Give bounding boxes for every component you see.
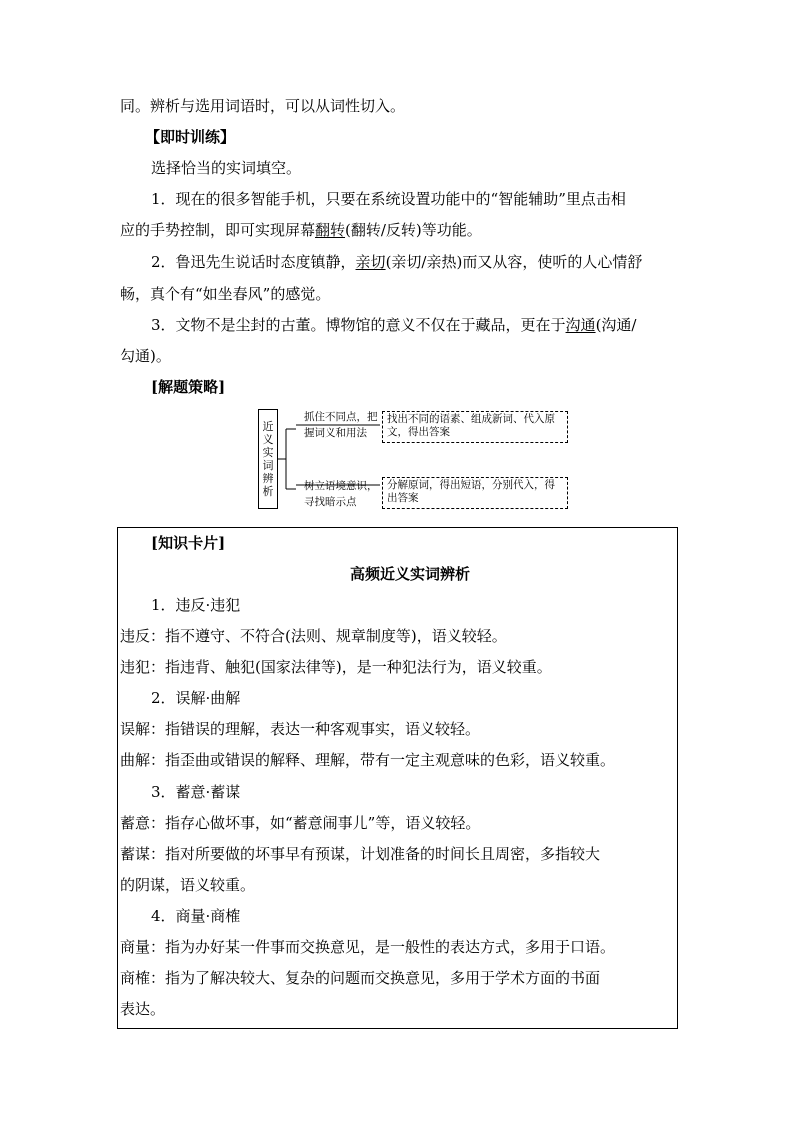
question-1-line-2 bbox=[120, 220, 482, 240]
card-line: 表达。 bbox=[120, 1000, 166, 1018]
question-2-line-1 bbox=[151, 252, 642, 272]
question-3-line-1 bbox=[151, 315, 636, 335]
paragraph-line: 同。辨析与选用词语时，可以从词性切入。 bbox=[120, 97, 406, 115]
card-line: 误解：指错误的理解，表达一种客观事实，语义较轻。 bbox=[120, 720, 481, 738]
q2-text-pre: 2．鲁迅先生说话时态度镇静， bbox=[151, 253, 356, 271]
branch-1-text-1: 抓住不同点，把 bbox=[304, 411, 378, 423]
card-label: [知识卡片] bbox=[151, 534, 226, 552]
question-3-line-2: 勾通)。 bbox=[120, 347, 171, 365]
q3-answer: 沟通 bbox=[565, 316, 596, 334]
question-1-line-1: 1．现在的很多智能手机，只要在系统设置功能中的“智能辅助”里点击相 bbox=[151, 190, 626, 208]
instruction: 选择恰当的实词填空。 bbox=[151, 159, 302, 177]
q3-text-pre: 3．文物不是尘封的古董。博物馆的意义不仅在于藏品，更在于 bbox=[151, 316, 566, 334]
card-line: 1．违反·违犯 bbox=[151, 596, 241, 614]
card-line: 商榷：指为了解决较大、复杂的问题而交换意见，多用于学术方面的书面 bbox=[120, 969, 601, 987]
branch-2-box: 分解原词，得出短语，分别代入，得出答案 bbox=[382, 477, 568, 509]
card-line: 3．蓄意·蓄谋 bbox=[151, 783, 241, 801]
branch-2-text-1: 树立语境意识， bbox=[304, 480, 378, 492]
branch-2-text-2: 寻找暗示点 bbox=[304, 496, 357, 508]
card-line: 蓄谋：指对所要做的坏事早有预谋，计划准备的时间长且周密，多指较大 bbox=[120, 845, 601, 863]
question-2-line-2: 畅，真个有“如坐春风”的感觉。 bbox=[120, 285, 331, 303]
branch-1-box: 找出不同的语素、组成新词、代入原文，得出答案 bbox=[382, 411, 568, 443]
practice-heading: 【即时训练】 bbox=[145, 128, 236, 146]
q2-answer: 亲切 bbox=[355, 253, 386, 271]
q1-answer: 翻转 bbox=[315, 221, 346, 239]
card-line: 违反：指不遵守、不符合(法则、规章制度等)，语义较轻。 bbox=[120, 627, 507, 645]
card-title: 高频近义实词辨析 bbox=[350, 565, 471, 583]
card-line: 曲解：指歪曲或错误的解释、理解，带有一定主观意味的色彩，语义较重。 bbox=[120, 751, 616, 769]
q1-text-post: (翻转/反转)等功能。 bbox=[345, 221, 482, 239]
q1-text-pre: 应的手势控制，即可实现屏幕 bbox=[120, 221, 316, 239]
strategy-heading: [解题策略] bbox=[151, 378, 226, 396]
diagram-root-label: 近义实词辨析 bbox=[262, 420, 274, 498]
strategy-diagram bbox=[256, 407, 572, 513]
q3-text-post: (沟通/ bbox=[595, 316, 637, 334]
card-line: 商量：指为办好某一件事而交换意见，是一般性的表达方式，多用于口语。 bbox=[120, 938, 616, 956]
q2-text-post: (亲切/亲热)而又从容，使听的人心情舒 bbox=[385, 253, 643, 271]
card-line: 2．误解·曲解 bbox=[151, 689, 241, 707]
branch-1-text-2: 握词义和用法 bbox=[304, 427, 367, 439]
card-line: 蓄意：指存心做坏事，如“蓄意闹事儿”等，语义较轻。 bbox=[120, 814, 481, 832]
card-line: 4．商量·商榷 bbox=[151, 907, 241, 925]
card-line: 的阴谋，语义较重。 bbox=[120, 876, 256, 894]
card-line: 违犯：指违背、触犯(国家法律等)，是一种犯法行为，语义较重。 bbox=[120, 658, 552, 676]
